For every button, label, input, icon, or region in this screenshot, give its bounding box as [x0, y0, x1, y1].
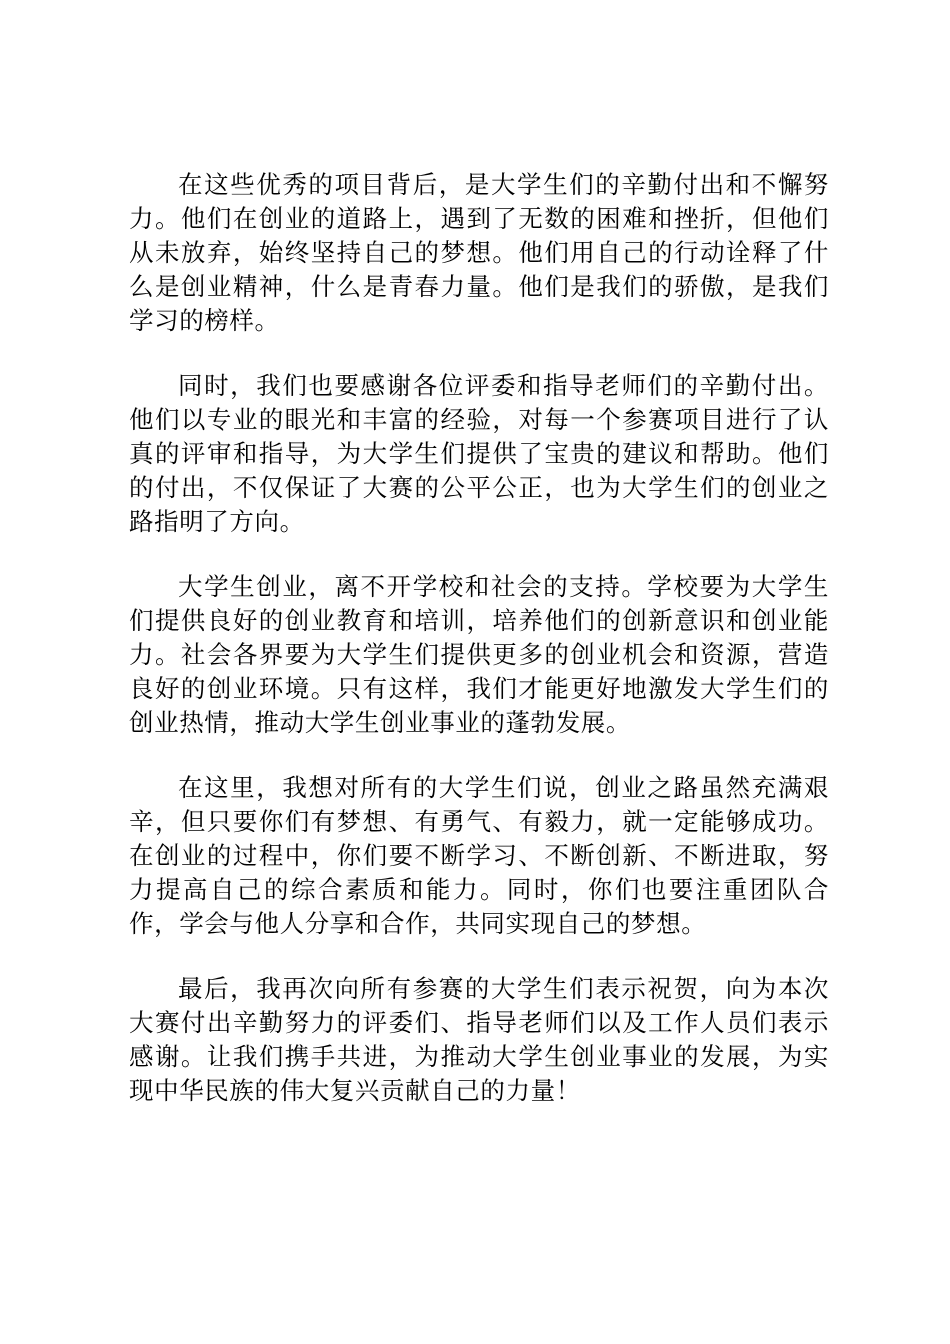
paragraph-3: 大学生创业，离不开学校和社会的支持。学校要为大学生们提供良好的创业教育和培训，培养他们的创新意识和创业能力。社会各界要为大学生们提供更多的创业机会和资源，营造良好的创业环境。只有这样，我们才能更好地激发大学生们的创业热情，推动大学生创业事业的蓬勃发展。 [129, 572, 829, 737]
paragraph-1: 在这些优秀的项目背后，是大学生们的辛勤付出和不懈努力。他们在创业的道路上，遇到了无数的困难和挫折，但他们从未放弃，始终坚持自己的梦想。他们用自己的行动诠释了什么是创业精神，什么是青春力量。他们是我们的骄傲，是我们学习的榜样。 [129, 170, 829, 335]
document-body [129, 168, 829, 1139]
paragraph-5: 最后，我再次向所有参赛的大学生们表示祝贺，向为本次大赛付出辛勤努力的评委们、指导老师们以及工作人员们表示感谢。让我们携手共进，为推动大学生创业事业的发展，为实现中华民族的伟大复兴贡献自己的力量！ [129, 974, 829, 1105]
paragraph-4: 在这里，我想对所有的大学生们说，创业之路虽然充满艰辛，但只要你们有梦想、有勇气、有毅力，就一定能够成功。在创业的过程中，你们要不断学习、不断创新、不断进取，努力提高自己的综合素质和能力。同时，你们也要注重团队合作，学会与他人分享和合作，共同实现自己的梦想。 [129, 773, 829, 938]
paragraph-2: 同时，我们也要感谢各位评委和指导老师们的辛勤付出。他们以专业的眼光和丰富的经验，对每一个参赛项目进行了认真的评审和指导，为大学生们提供了宝贵的建议和帮助。他们的付出，不仅保证了大赛的公平公正，也为大学生们的创业之路指明了方向。 [129, 371, 829, 536]
